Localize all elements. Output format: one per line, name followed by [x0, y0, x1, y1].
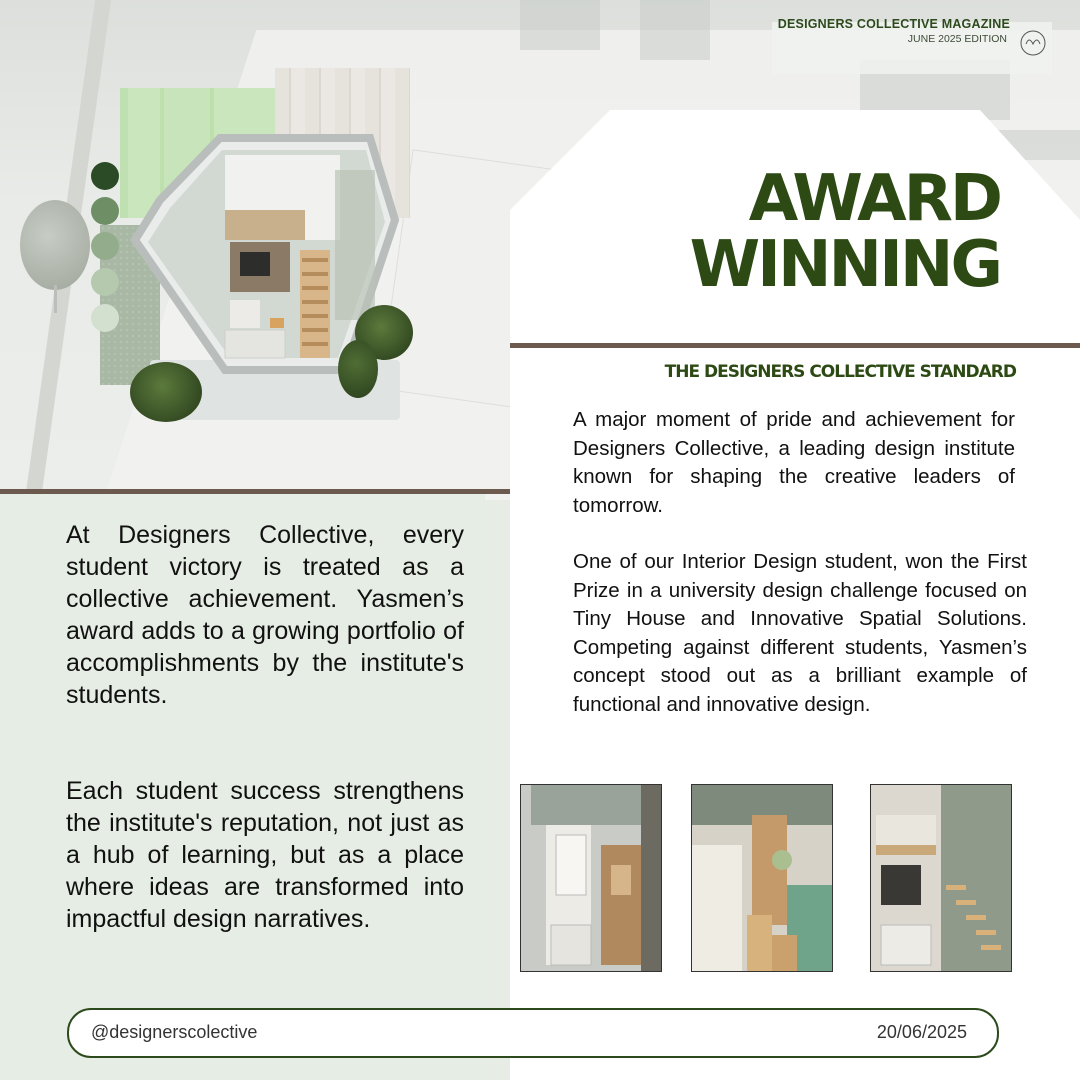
palette-swatch — [91, 197, 119, 225]
palette-swatch — [91, 232, 119, 260]
headline-line-2: WINNING — [689, 228, 1000, 302]
palette-swatch — [91, 304, 119, 332]
publish-date: 20/06/2025 — [876, 1022, 967, 1042]
social-handle[interactable]: @designerscolective — [91, 1022, 258, 1042]
headline-line-1: AWARD — [748, 162, 1000, 236]
magazine-logo-icon — [1018, 30, 1048, 60]
palette-swatch — [91, 162, 119, 190]
article-paragraph: Each student success strengthens the institute's reputation, not just as a hub of learning, but as a place where ideas are transformed into impactful design narratives. — [66, 777, 464, 933]
magazine-title: DESIGNERS COLLECTIVE MAGAZINE — [777, 17, 1010, 31]
model-shrub — [130, 362, 202, 422]
edition-label: JUNE 2025 EDITION — [907, 33, 1007, 45]
headline — [560, 162, 1000, 302]
model-photo-thumbnail — [691, 784, 833, 972]
footer-bar — [67, 1008, 999, 1058]
model-tree — [20, 200, 90, 290]
subtitle: THE DESIGNERS COLLECTIVE STANDARD — [664, 362, 1016, 382]
article-paragraph: One of our Interior Design student, won the First Prize in a university design challenge focused on Tiny House and Innovative Spatial Solutions. Competing against different students, Yasmen’s concept stood out as a brilliant example of functional and innovative design. — [573, 550, 1027, 716]
model-photo-thumbnail — [520, 784, 662, 972]
model-photo-thumbnail — [870, 784, 1012, 972]
article-paragraph: At Designers Collective, every student victory is treated as a collective achievement. Yasmen’s award adds to a growing portfolio of accomplishments by the institute's students. — [66, 521, 464, 709]
palette-swatch — [91, 268, 119, 296]
article-paragraph: A major moment of pride and achievement for Designers Collective, a leading design institute known for shaping the creative leaders of tomorrow. — [573, 408, 1015, 517]
